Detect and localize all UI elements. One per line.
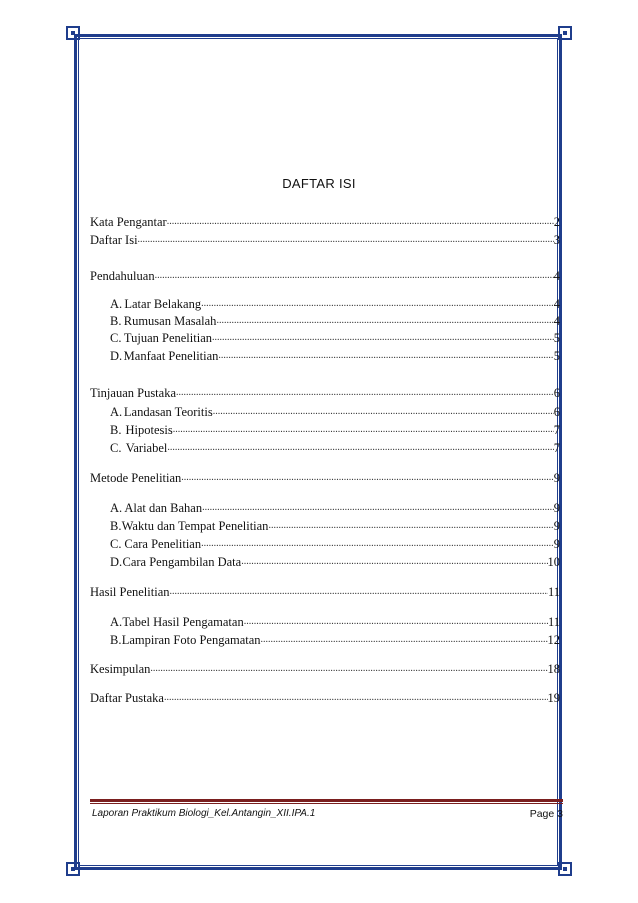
toc-subentry[interactable]: C. Tujuan Penelitian ..... 5 [110, 330, 560, 346]
toc-subentry[interactable]: A. Latar Belakang ..... 4 [110, 296, 560, 312]
toc-entry[interactable]: Pendahuluan ..... 4 [90, 268, 560, 284]
toc-subentry[interactable]: D. Manfaat Penelitian ..... 5 [110, 348, 560, 364]
toc-entry[interactable]: Daftar Pustaka ..... 19 [90, 690, 560, 706]
toc-subentry[interactable]: B. Hipotesis ..... 7 [110, 422, 560, 438]
toc-subentry[interactable]: A. Landasan Teoritis ..... 6 [110, 404, 560, 420]
corner-ornament-icon [66, 26, 80, 40]
footer-rule [90, 799, 563, 802]
corner-ornament-icon [66, 862, 80, 876]
toc-subentry[interactable]: B. Lampiran Foto Pengamatan ..... 12 [110, 632, 560, 648]
page-title: DAFTAR ISI [282, 176, 356, 191]
footer-rule [90, 803, 563, 804]
toc-subentry[interactable]: D. Cara Pengambilan Data ..... 10 [110, 554, 560, 570]
toc-entry[interactable]: Kesimpulan ..... 18 [90, 661, 560, 677]
toc-entry[interactable]: Metode Penelitian ..... 9 [90, 470, 560, 486]
toc-entry[interactable]: Tinjauan Pustaka ..... 6 [90, 385, 560, 401]
footer-report-title: Laporan Praktikum Biologi_Kel.Antangin_XII.IPA.1 [92, 808, 316, 819]
toc-entry[interactable]: Kata Pengantar ..... 2 [90, 214, 560, 230]
page-number: Page 3 [529, 808, 563, 820]
toc-subentry[interactable]: C. Cara Penelitian ..... 9 [110, 536, 560, 552]
toc-subentry[interactable]: B. Waktu dan Tempat Penelitian ..... 9 [110, 518, 560, 534]
toc-subentry[interactable]: A. Tabel Hasil Pengamatan ..... 11 [110, 614, 560, 630]
toc-subentry[interactable]: B. Rumusan Masalah ..... 4 [110, 313, 560, 329]
toc-subentry[interactable]: A. Alat dan Bahan ..... 9 [110, 500, 560, 516]
corner-ornament-icon [558, 26, 572, 40]
toc-entry[interactable]: Daftar Isi ..... 3 [90, 232, 560, 248]
toc-subentry[interactable]: C. Variabel ..... 7 [110, 440, 560, 456]
corner-ornament-icon [558, 862, 572, 876]
toc-entry[interactable]: Hasil Penelitian ..... 11 [90, 584, 560, 600]
